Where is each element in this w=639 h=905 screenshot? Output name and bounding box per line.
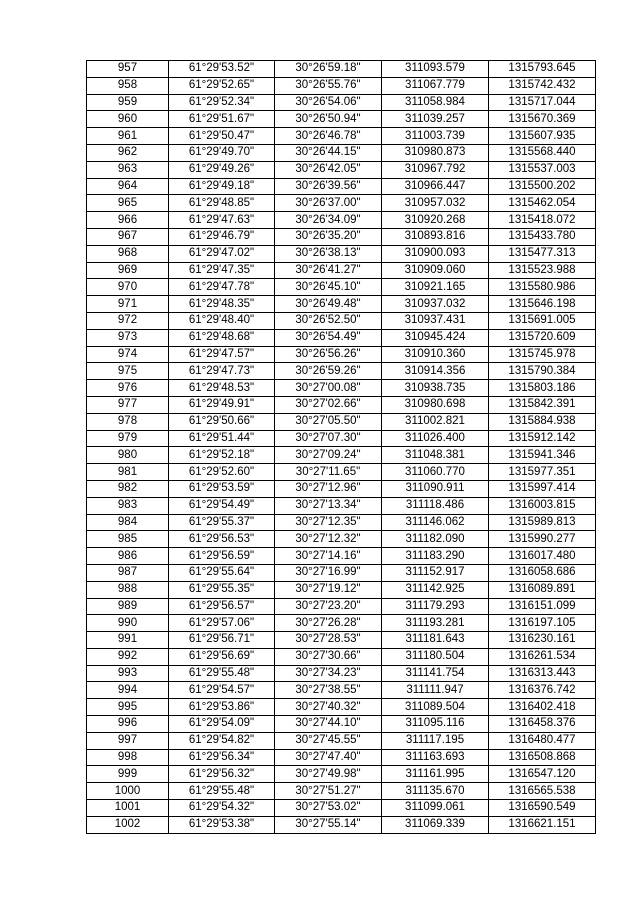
latitude-cell: 61°29'51.67" — [169, 111, 275, 128]
table-row — [87, 61, 596, 78]
y-coordinate-cell: 1315842.391 — [489, 396, 596, 413]
table-row — [87, 716, 596, 733]
table-row — [87, 279, 596, 296]
point-number-cell: 1002 — [87, 816, 169, 833]
table-row — [87, 648, 596, 665]
y-coordinate-cell: 1316230.161 — [489, 632, 596, 649]
point-number-cell: 975 — [87, 363, 169, 380]
latitude-cell: 61°29'53.38" — [169, 816, 275, 833]
latitude-cell: 61°29'50.47" — [169, 128, 275, 145]
x-coordinate-cell: 311181.643 — [382, 632, 489, 649]
longitude-cell: 30°27'12.32" — [275, 531, 382, 548]
point-number-cell: 967 — [87, 228, 169, 245]
point-number-cell: 964 — [87, 178, 169, 195]
table-row — [87, 632, 596, 649]
longitude-cell: 30°26'35.20" — [275, 228, 382, 245]
point-number-cell: 1000 — [87, 783, 169, 800]
x-coordinate-cell: 311161.995 — [382, 766, 489, 783]
point-number-cell: 978 — [87, 413, 169, 430]
y-coordinate-cell: 1316017.480 — [489, 548, 596, 565]
longitude-cell: 30°27'51.27" — [275, 783, 382, 800]
longitude-cell: 30°27'12.35" — [275, 514, 382, 531]
y-coordinate-cell: 1315990.277 — [489, 531, 596, 548]
point-number-cell: 962 — [87, 144, 169, 161]
longitude-cell: 30°26'34.09" — [275, 212, 382, 229]
longitude-cell: 30°26'59.26" — [275, 363, 382, 380]
table-row — [87, 665, 596, 682]
x-coordinate-cell: 311039.257 — [382, 111, 489, 128]
y-coordinate-cell: 1316261.534 — [489, 648, 596, 665]
x-coordinate-cell: 311089.504 — [382, 699, 489, 716]
point-number-cell: 980 — [87, 447, 169, 464]
x-coordinate-cell: 310980.698 — [382, 396, 489, 413]
latitude-cell: 61°29'48.85" — [169, 195, 275, 212]
latitude-cell: 61°29'52.34" — [169, 94, 275, 111]
x-coordinate-cell: 311026.400 — [382, 430, 489, 447]
table-row — [87, 161, 596, 178]
table-row — [87, 111, 596, 128]
x-coordinate-cell: 311095.116 — [382, 716, 489, 733]
latitude-cell: 61°29'47.63" — [169, 212, 275, 229]
latitude-cell: 61°29'55.48" — [169, 783, 275, 800]
table-row — [87, 749, 596, 766]
point-number-cell: 998 — [87, 749, 169, 766]
longitude-cell: 30°27'23.20" — [275, 598, 382, 615]
table-row — [87, 128, 596, 145]
y-coordinate-cell: 1315537.003 — [489, 161, 596, 178]
point-number-cell: 987 — [87, 564, 169, 581]
table-row — [87, 615, 596, 632]
table-row — [87, 816, 596, 833]
table-row — [87, 497, 596, 514]
x-coordinate-cell: 310910.360 — [382, 346, 489, 363]
table-row — [87, 262, 596, 279]
y-coordinate-cell: 1316480.477 — [489, 732, 596, 749]
x-coordinate-cell: 310937.431 — [382, 312, 489, 329]
x-coordinate-cell: 311111.947 — [382, 682, 489, 699]
y-coordinate-cell: 1316508.868 — [489, 749, 596, 766]
longitude-cell: 30°26'49.48" — [275, 296, 382, 313]
longitude-cell: 30°26'55.76" — [275, 77, 382, 94]
longitude-cell: 30°26'59.18" — [275, 61, 382, 78]
table-row — [87, 195, 596, 212]
latitude-cell: 61°29'56.69" — [169, 648, 275, 665]
longitude-cell: 30°27'09.24" — [275, 447, 382, 464]
y-coordinate-cell: 1316458.376 — [489, 716, 596, 733]
table-row — [87, 178, 596, 195]
x-coordinate-cell: 310937.032 — [382, 296, 489, 313]
latitude-cell: 61°29'53.52" — [169, 61, 275, 78]
table-row — [87, 732, 596, 749]
longitude-cell: 30°26'44.15" — [275, 144, 382, 161]
point-number-cell: 976 — [87, 380, 169, 397]
y-coordinate-cell: 1315418.072 — [489, 212, 596, 229]
longitude-cell: 30°26'38.13" — [275, 245, 382, 262]
x-coordinate-cell: 310938.735 — [382, 380, 489, 397]
latitude-cell: 61°29'46.79" — [169, 228, 275, 245]
y-coordinate-cell: 1316003.815 — [489, 497, 596, 514]
y-coordinate-cell: 1316402.418 — [489, 699, 596, 716]
latitude-cell: 61°29'54.49" — [169, 497, 275, 514]
longitude-cell: 30°27'38.55" — [275, 682, 382, 699]
point-number-cell: 963 — [87, 161, 169, 178]
x-coordinate-cell: 311118.486 — [382, 497, 489, 514]
longitude-cell: 30°27'14.16" — [275, 548, 382, 565]
longitude-cell: 30°27'11.65" — [275, 464, 382, 481]
y-coordinate-cell: 1315997.414 — [489, 480, 596, 497]
point-number-cell: 958 — [87, 77, 169, 94]
y-coordinate-cell: 1315523.988 — [489, 262, 596, 279]
point-number-cell: 984 — [87, 514, 169, 531]
y-coordinate-cell: 1315568.440 — [489, 144, 596, 161]
x-coordinate-cell: 311069.339 — [382, 816, 489, 833]
table-row — [87, 699, 596, 716]
point-number-cell: 974 — [87, 346, 169, 363]
x-coordinate-cell: 311193.281 — [382, 615, 489, 632]
point-number-cell: 971 — [87, 296, 169, 313]
point-number-cell: 977 — [87, 396, 169, 413]
point-number-cell: 994 — [87, 682, 169, 699]
point-number-cell: 982 — [87, 480, 169, 497]
table-row — [87, 800, 596, 817]
x-coordinate-cell: 311142.925 — [382, 581, 489, 598]
y-coordinate-cell: 1316313.443 — [489, 665, 596, 682]
point-number-cell: 993 — [87, 665, 169, 682]
longitude-cell: 30°27'49.98" — [275, 766, 382, 783]
y-coordinate-cell: 1316590.549 — [489, 800, 596, 817]
x-coordinate-cell: 311141.754 — [382, 665, 489, 682]
latitude-cell: 61°29'57.06" — [169, 615, 275, 632]
latitude-cell: 61°29'47.78" — [169, 279, 275, 296]
longitude-cell: 30°27'19.12" — [275, 581, 382, 598]
table-row — [87, 464, 596, 481]
table-row — [87, 312, 596, 329]
longitude-cell: 30°27'44.10" — [275, 716, 382, 733]
point-number-cell: 997 — [87, 732, 169, 749]
y-coordinate-cell: 1315742.432 — [489, 77, 596, 94]
x-coordinate-cell: 311163.693 — [382, 749, 489, 766]
point-number-cell: 972 — [87, 312, 169, 329]
x-coordinate-cell: 310909.060 — [382, 262, 489, 279]
point-number-cell: 965 — [87, 195, 169, 212]
latitude-cell: 61°29'49.18" — [169, 178, 275, 195]
longitude-cell: 30°27'40.32" — [275, 699, 382, 716]
coordinates-table — [86, 60, 596, 834]
point-number-cell: 968 — [87, 245, 169, 262]
x-coordinate-cell: 311152.917 — [382, 564, 489, 581]
latitude-cell: 61°29'52.18" — [169, 447, 275, 464]
table-row — [87, 480, 596, 497]
table-row — [87, 77, 596, 94]
y-coordinate-cell: 1316565.538 — [489, 783, 596, 800]
table-row — [87, 329, 596, 346]
y-coordinate-cell: 1315691.005 — [489, 312, 596, 329]
latitude-cell: 61°29'48.68" — [169, 329, 275, 346]
y-coordinate-cell: 1316089.891 — [489, 581, 596, 598]
latitude-cell: 61°29'47.57" — [169, 346, 275, 363]
table-row — [87, 296, 596, 313]
x-coordinate-cell: 310945.424 — [382, 329, 489, 346]
latitude-cell: 61°29'55.37" — [169, 514, 275, 531]
point-number-cell: 995 — [87, 699, 169, 716]
latitude-cell: 61°29'55.35" — [169, 581, 275, 598]
point-number-cell: 988 — [87, 581, 169, 598]
point-number-cell: 960 — [87, 111, 169, 128]
table-row — [87, 682, 596, 699]
latitude-cell: 61°29'48.35" — [169, 296, 275, 313]
latitude-cell: 61°29'56.59" — [169, 548, 275, 565]
latitude-cell: 61°29'47.02" — [169, 245, 275, 262]
latitude-cell: 61°29'53.59" — [169, 480, 275, 497]
x-coordinate-cell: 310900.093 — [382, 245, 489, 262]
y-coordinate-cell: 1316151.099 — [489, 598, 596, 615]
longitude-cell: 30°27'30.66" — [275, 648, 382, 665]
x-coordinate-cell: 311183.290 — [382, 548, 489, 565]
longitude-cell: 30°26'37.00" — [275, 195, 382, 212]
x-coordinate-cell: 310893.816 — [382, 228, 489, 245]
point-number-cell: 1001 — [87, 800, 169, 817]
x-coordinate-cell: 310914.356 — [382, 363, 489, 380]
latitude-cell: 61°29'50.66" — [169, 413, 275, 430]
table-row — [87, 212, 596, 229]
table-row — [87, 598, 596, 615]
longitude-cell: 30°26'54.49" — [275, 329, 382, 346]
x-coordinate-cell: 311099.061 — [382, 800, 489, 817]
table-row — [87, 363, 596, 380]
x-coordinate-cell: 311180.504 — [382, 648, 489, 665]
y-coordinate-cell: 1315717.044 — [489, 94, 596, 111]
point-number-cell: 970 — [87, 279, 169, 296]
longitude-cell: 30°26'56.26" — [275, 346, 382, 363]
longitude-cell: 30°27'45.55" — [275, 732, 382, 749]
x-coordinate-cell: 311060.770 — [382, 464, 489, 481]
point-number-cell: 957 — [87, 61, 169, 78]
latitude-cell: 61°29'56.57" — [169, 598, 275, 615]
y-coordinate-cell: 1315884.938 — [489, 413, 596, 430]
table-row — [87, 413, 596, 430]
latitude-cell: 61°29'47.73" — [169, 363, 275, 380]
table-row — [87, 548, 596, 565]
y-coordinate-cell: 1315745.978 — [489, 346, 596, 363]
longitude-cell: 30°26'54.06" — [275, 94, 382, 111]
longitude-cell: 30°26'45.10" — [275, 279, 382, 296]
point-number-cell: 992 — [87, 648, 169, 665]
longitude-cell: 30°26'39.56" — [275, 178, 382, 195]
longitude-cell: 30°27'00.08" — [275, 380, 382, 397]
longitude-cell: 30°27'53.02" — [275, 800, 382, 817]
longitude-cell: 30°27'02.66" — [275, 396, 382, 413]
y-coordinate-cell: 1315720.609 — [489, 329, 596, 346]
latitude-cell: 61°29'54.57" — [169, 682, 275, 699]
latitude-cell: 61°29'49.26" — [169, 161, 275, 178]
coordinates-table-body — [87, 61, 596, 834]
x-coordinate-cell: 310921.165 — [382, 279, 489, 296]
latitude-cell: 61°29'54.82" — [169, 732, 275, 749]
y-coordinate-cell: 1315912.142 — [489, 430, 596, 447]
longitude-cell: 30°27'12.96" — [275, 480, 382, 497]
point-number-cell: 961 — [87, 128, 169, 145]
latitude-cell: 61°29'51.44" — [169, 430, 275, 447]
table-row — [87, 531, 596, 548]
point-number-cell: 999 — [87, 766, 169, 783]
latitude-cell: 61°29'47.35" — [169, 262, 275, 279]
y-coordinate-cell: 1315607.935 — [489, 128, 596, 145]
latitude-cell: 61°29'56.34" — [169, 749, 275, 766]
table-row — [87, 564, 596, 581]
longitude-cell: 30°26'41.27" — [275, 262, 382, 279]
x-coordinate-cell: 310980.873 — [382, 144, 489, 161]
y-coordinate-cell: 1315941.346 — [489, 447, 596, 464]
y-coordinate-cell: 1315790.384 — [489, 363, 596, 380]
latitude-cell: 61°29'52.65" — [169, 77, 275, 94]
table-row — [87, 144, 596, 161]
table-row — [87, 430, 596, 447]
point-number-cell: 983 — [87, 497, 169, 514]
longitude-cell: 30°27'28.53" — [275, 632, 382, 649]
x-coordinate-cell: 310967.792 — [382, 161, 489, 178]
point-number-cell: 969 — [87, 262, 169, 279]
latitude-cell: 61°29'49.91" — [169, 396, 275, 413]
y-coordinate-cell: 1315433.780 — [489, 228, 596, 245]
point-number-cell: 985 — [87, 531, 169, 548]
table-row — [87, 581, 596, 598]
latitude-cell: 61°29'56.71" — [169, 632, 275, 649]
x-coordinate-cell: 310957.032 — [382, 195, 489, 212]
y-coordinate-cell: 1315670.369 — [489, 111, 596, 128]
x-coordinate-cell: 311003.739 — [382, 128, 489, 145]
x-coordinate-cell: 310920.268 — [382, 212, 489, 229]
x-coordinate-cell: 311182.090 — [382, 531, 489, 548]
latitude-cell: 61°29'56.53" — [169, 531, 275, 548]
latitude-cell: 61°29'54.32" — [169, 800, 275, 817]
longitude-cell: 30°27'34.23" — [275, 665, 382, 682]
table-row — [87, 514, 596, 531]
x-coordinate-cell: 311093.579 — [382, 61, 489, 78]
latitude-cell: 61°29'48.53" — [169, 380, 275, 397]
x-coordinate-cell: 310966.447 — [382, 178, 489, 195]
table-row — [87, 783, 596, 800]
table-row — [87, 245, 596, 262]
point-number-cell: 989 — [87, 598, 169, 615]
latitude-cell: 61°29'53.86" — [169, 699, 275, 716]
latitude-cell: 61°29'55.48" — [169, 665, 275, 682]
x-coordinate-cell: 311146.062 — [382, 514, 489, 531]
point-number-cell: 996 — [87, 716, 169, 733]
latitude-cell: 61°29'56.32" — [169, 766, 275, 783]
x-coordinate-cell: 311067.779 — [382, 77, 489, 94]
y-coordinate-cell: 1316197.105 — [489, 615, 596, 632]
longitude-cell: 30°26'50.94" — [275, 111, 382, 128]
y-coordinate-cell: 1315580.986 — [489, 279, 596, 296]
longitude-cell: 30°27'13.34" — [275, 497, 382, 514]
x-coordinate-cell: 311002.821 — [382, 413, 489, 430]
longitude-cell: 30°27'07.30" — [275, 430, 382, 447]
x-coordinate-cell: 311048.381 — [382, 447, 489, 464]
y-coordinate-cell: 1315462.054 — [489, 195, 596, 212]
point-number-cell: 990 — [87, 615, 169, 632]
longitude-cell: 30°26'42.05" — [275, 161, 382, 178]
y-coordinate-cell: 1316058.686 — [489, 564, 596, 581]
table-row — [87, 447, 596, 464]
y-coordinate-cell: 1316376.742 — [489, 682, 596, 699]
point-number-cell: 979 — [87, 430, 169, 447]
y-coordinate-cell: 1315977.351 — [489, 464, 596, 481]
table-row — [87, 94, 596, 111]
x-coordinate-cell: 311117.195 — [382, 732, 489, 749]
latitude-cell: 61°29'55.64" — [169, 564, 275, 581]
y-coordinate-cell: 1315646.198 — [489, 296, 596, 313]
point-number-cell: 966 — [87, 212, 169, 229]
y-coordinate-cell: 1316621.151 — [489, 816, 596, 833]
table-row — [87, 396, 596, 413]
table-row — [87, 766, 596, 783]
latitude-cell: 61°29'49.70" — [169, 144, 275, 161]
longitude-cell: 30°27'05.50" — [275, 413, 382, 430]
table-row — [87, 346, 596, 363]
point-number-cell: 991 — [87, 632, 169, 649]
y-coordinate-cell: 1315793.645 — [489, 61, 596, 78]
x-coordinate-cell: 311090.911 — [382, 480, 489, 497]
longitude-cell: 30°27'55.14" — [275, 816, 382, 833]
longitude-cell: 30°27'47.40" — [275, 749, 382, 766]
table-row — [87, 380, 596, 397]
point-number-cell: 973 — [87, 329, 169, 346]
x-coordinate-cell: 311058.984 — [382, 94, 489, 111]
x-coordinate-cell: 311179.293 — [382, 598, 489, 615]
point-number-cell: 981 — [87, 464, 169, 481]
point-number-cell: 959 — [87, 94, 169, 111]
longitude-cell: 30°27'26.28" — [275, 615, 382, 632]
y-coordinate-cell: 1315500.202 — [489, 178, 596, 195]
table-row — [87, 228, 596, 245]
latitude-cell: 61°29'52.60" — [169, 464, 275, 481]
y-coordinate-cell: 1315477.313 — [489, 245, 596, 262]
y-coordinate-cell: 1315803.186 — [489, 380, 596, 397]
longitude-cell: 30°26'46.78" — [275, 128, 382, 145]
x-coordinate-cell: 311135.670 — [382, 783, 489, 800]
latitude-cell: 61°29'48.40" — [169, 312, 275, 329]
y-coordinate-cell: 1315989.813 — [489, 514, 596, 531]
y-coordinate-cell: 1316547.120 — [489, 766, 596, 783]
longitude-cell: 30°26'52.50" — [275, 312, 382, 329]
point-number-cell: 986 — [87, 548, 169, 565]
longitude-cell: 30°27'16.99" — [275, 564, 382, 581]
latitude-cell: 61°29'54.09" — [169, 716, 275, 733]
